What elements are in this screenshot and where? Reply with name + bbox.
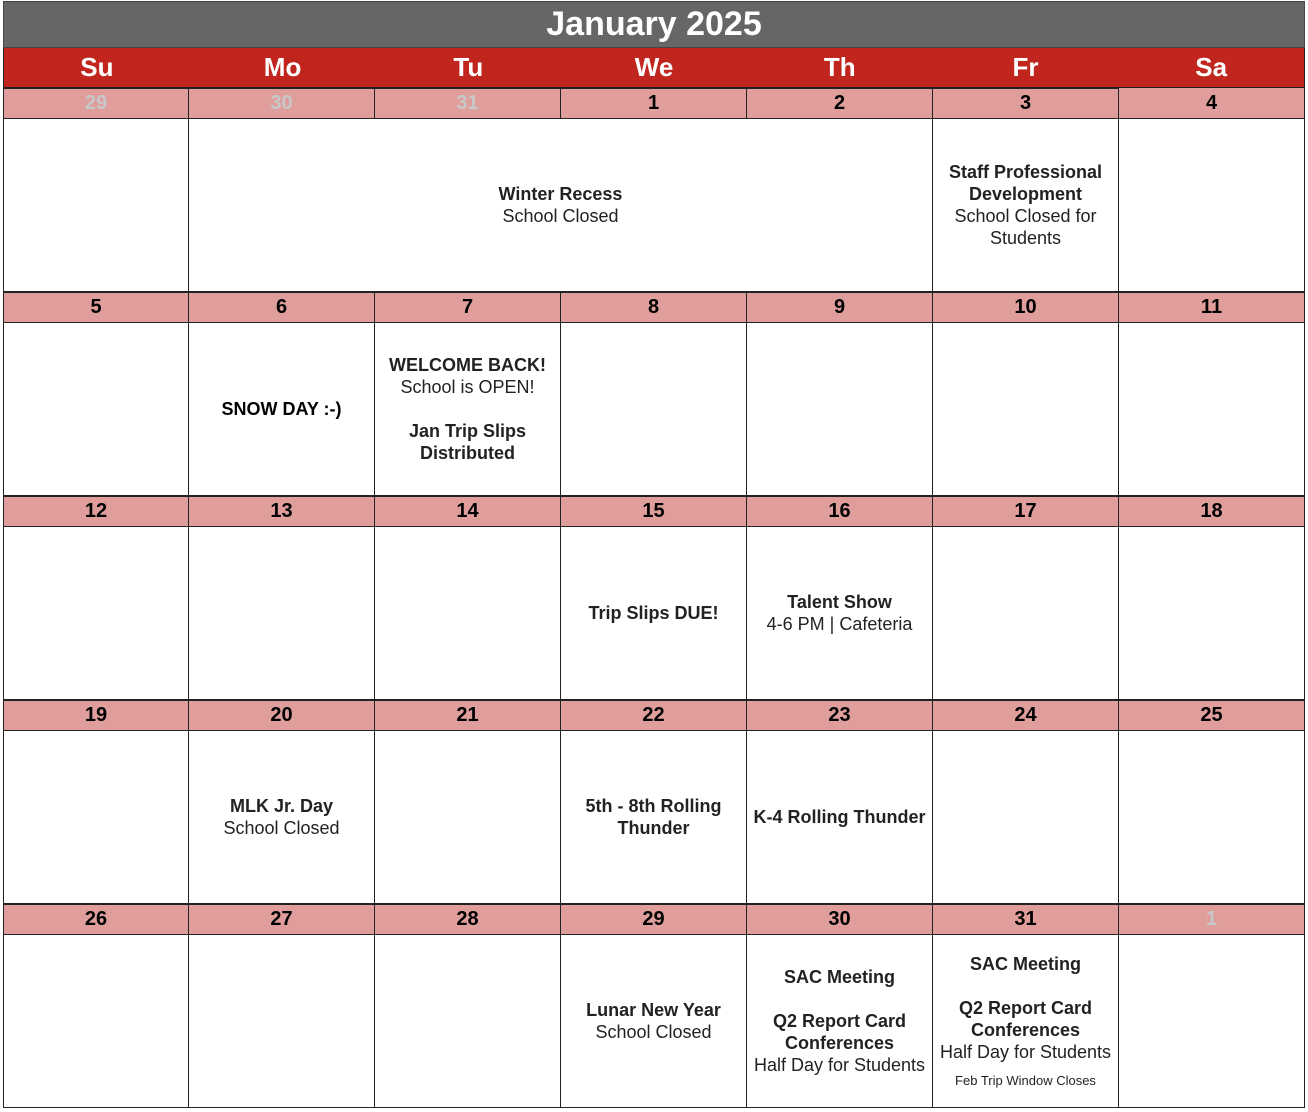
- event-title: Lunar New Year: [586, 1000, 721, 1020]
- day-cell: [561, 323, 747, 496]
- event-title-secondary: Q2 Report Card Conferences: [772, 1011, 907, 1053]
- day-cells-row: [3, 527, 1305, 700]
- day-cell: [3, 323, 189, 496]
- event-title: SNOW DAY :-): [221, 399, 342, 419]
- event-title: 5th - 8th Rolling Thunder: [585, 796, 722, 838]
- date-number-row: [3, 88, 1305, 119]
- date-number: 25: [1119, 700, 1305, 731]
- day-cell: [189, 935, 375, 1108]
- date-number-row: [3, 904, 1305, 935]
- date-number: 31: [375, 88, 561, 119]
- event-detail: Half Day for Students: [753, 1055, 926, 1075]
- event-detail: Half Day for Students: [939, 1042, 1112, 1062]
- dow-sunday: Su: [80, 52, 114, 82]
- day-cell: [375, 731, 561, 904]
- date-number: 17: [933, 496, 1119, 527]
- dow-friday: Fr: [1012, 52, 1039, 82]
- event-detail: School Closed for Students: [954, 206, 1097, 248]
- dow-wednesday: We: [634, 52, 674, 82]
- date-number-row: [3, 700, 1305, 731]
- event-title: K-4 Rolling Thunder: [753, 807, 926, 827]
- day-cell: [1119, 119, 1305, 292]
- date-number: 13: [189, 496, 375, 527]
- day-cell: [1119, 935, 1305, 1108]
- date-number: 3: [933, 88, 1119, 119]
- date-number: 30: [747, 904, 933, 935]
- event-title: Talent Show: [787, 592, 892, 612]
- event-title: Winter Recess: [498, 184, 623, 204]
- date-number: 29: [3, 88, 189, 119]
- date-number: 10: [933, 292, 1119, 323]
- week-row: [3, 700, 1305, 904]
- date-number: 18: [1119, 496, 1305, 527]
- date-number: 31: [933, 904, 1119, 935]
- day-cells-row: [3, 323, 1305, 496]
- event-sac-meeting-30: [747, 935, 933, 1108]
- calendar: [3, 1, 1305, 1108]
- date-number: 11: [1119, 292, 1305, 323]
- week-row: [3, 496, 1305, 700]
- date-number: 16: [747, 496, 933, 527]
- dow-saturday: Sa: [1195, 52, 1228, 82]
- date-number-row: [3, 496, 1305, 527]
- date-number: 27: [189, 904, 375, 935]
- event-winter-recess: [189, 119, 933, 292]
- event-title: SAC Meeting: [969, 954, 1081, 974]
- event-trip-slips-due: [561, 527, 747, 700]
- date-number: 1: [1119, 904, 1305, 935]
- week-row: [3, 904, 1305, 1108]
- event-staff-pd: [933, 119, 1119, 292]
- dow-thursday: Th: [823, 52, 856, 82]
- day-cell: [1119, 527, 1305, 700]
- day-cell: [3, 527, 189, 700]
- calendar-title: January 2025: [3, 1, 1305, 48]
- event-snow-day: [189, 323, 375, 496]
- day-cell: [3, 935, 189, 1108]
- date-number: 30: [189, 88, 375, 119]
- day-cell: [933, 731, 1119, 904]
- event-detail: School is OPEN!: [400, 377, 535, 397]
- event-lunar-new-year: [561, 935, 747, 1108]
- day-cells-row: [3, 731, 1305, 904]
- date-number-row: [3, 292, 1305, 323]
- week-row: [3, 88, 1305, 292]
- event-title: MLK Jr. Day: [229, 796, 334, 816]
- event-rolling-thunder-k4: [747, 731, 933, 904]
- date-number: 4: [1119, 88, 1305, 119]
- date-number: 7: [375, 292, 561, 323]
- event-mlk-day: [189, 731, 375, 904]
- day-cell: [3, 119, 189, 292]
- dow-tuesday: Tu: [453, 52, 484, 82]
- dow-monday: Mo: [263, 52, 302, 82]
- event-detail: School Closed: [223, 818, 340, 838]
- date-number: 24: [933, 700, 1119, 731]
- event-title: WELCOME BACK!: [389, 355, 546, 375]
- day-cell: [375, 527, 561, 700]
- event-welcome-back: [375, 323, 561, 496]
- date-number: 8: [561, 292, 747, 323]
- day-cell: [3, 731, 189, 904]
- event-talent-show: [747, 527, 933, 700]
- event-detail: 4-6 PM | Cafeteria: [766, 614, 913, 634]
- date-number: 21: [375, 700, 561, 731]
- day-cell: [1119, 323, 1305, 496]
- day-cell: [375, 935, 561, 1108]
- event-title: Trip Slips DUE!: [588, 603, 719, 623]
- day-cell: [189, 527, 375, 700]
- day-cell: [1119, 731, 1305, 904]
- event-title-secondary: Q2 Report Card Conferences: [958, 998, 1093, 1040]
- event-title-secondary: Jan Trip Slips Distributed: [408, 421, 527, 463]
- date-number: 19: [3, 700, 189, 731]
- date-number: 2: [747, 88, 933, 119]
- date-number: 20: [189, 700, 375, 731]
- event-title: Staff Professional Development: [948, 162, 1103, 204]
- date-number: 28: [375, 904, 561, 935]
- event-rolling-thunder-5-8: [561, 731, 747, 904]
- date-number: 1: [561, 88, 747, 119]
- date-number: 29: [561, 904, 747, 935]
- date-number: 5: [3, 292, 189, 323]
- day-cells-row: [3, 935, 1305, 1108]
- date-number: 23: [747, 700, 933, 731]
- day-of-week-header: [3, 48, 1305, 88]
- date-number: 22: [561, 700, 747, 731]
- date-number: 26: [3, 904, 189, 935]
- day-cell: [933, 527, 1119, 700]
- day-cells-row: [3, 119, 1305, 292]
- event-sac-meeting-31: [933, 935, 1119, 1108]
- event-title: SAC Meeting: [783, 967, 895, 987]
- date-number: 15: [561, 496, 747, 527]
- day-cell: [933, 323, 1119, 496]
- date-number: 9: [747, 292, 933, 323]
- date-number: 14: [375, 496, 561, 527]
- event-detail: School Closed: [502, 206, 619, 226]
- event-note: Feb Trip Window Closes: [955, 1073, 1096, 1088]
- week-row: [3, 292, 1305, 496]
- day-cell: [747, 323, 933, 496]
- event-detail: School Closed: [595, 1022, 712, 1042]
- date-number: 6: [189, 292, 375, 323]
- date-number: 12: [3, 496, 189, 527]
